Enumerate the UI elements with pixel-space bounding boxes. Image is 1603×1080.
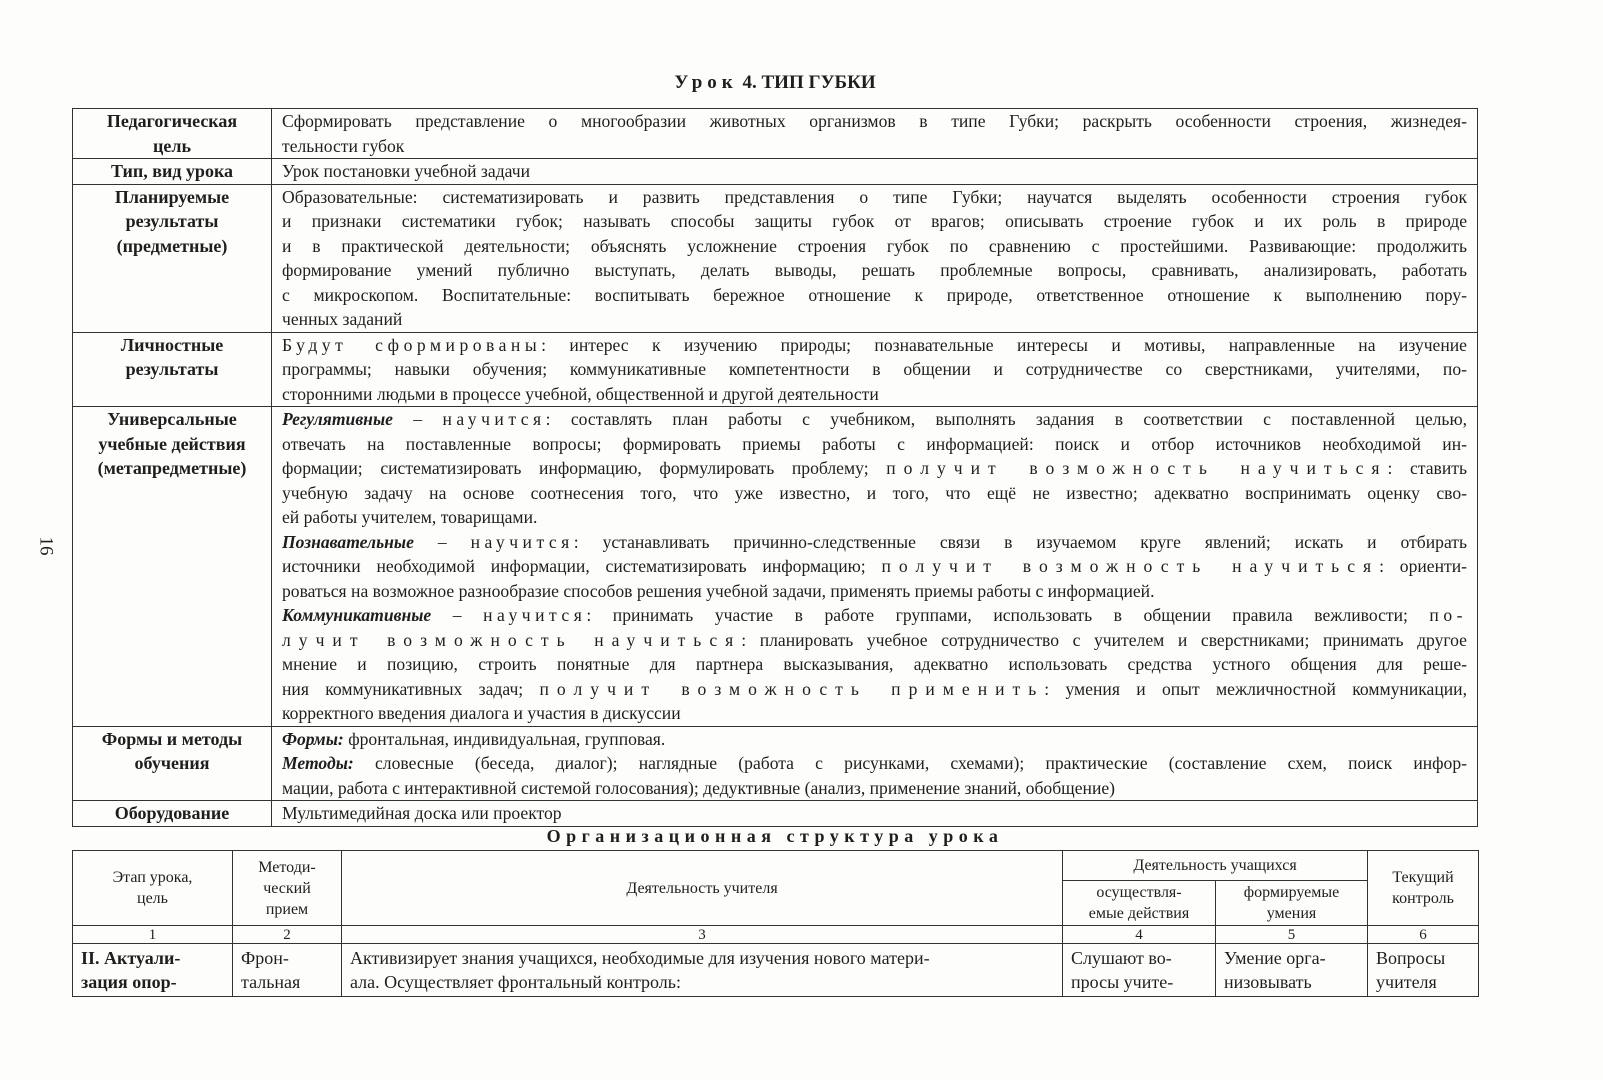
cell-line: Фрон- [241, 948, 289, 968]
cell-line: Слушают во- [1071, 948, 1172, 968]
row-label-line: Педагогическая [106, 111, 238, 131]
cell-line: емые действия [1088, 905, 1190, 922]
text-line: и признаки систематики губок; называть способы защиты губок от врагов; описывать строение губок и их роль в природе [282, 211, 1467, 231]
lesson-structure-table [72, 850, 1479, 997]
cell-line: Активизирует знания учащихся, необходимые для изучения нового матери- [350, 948, 930, 968]
cell-line: Методи- [258, 858, 316, 876]
spaced-text: научится [483, 605, 587, 625]
spaced-text: получит возможность научиться [886, 458, 1388, 478]
text-line: и в практической деятельности; объяснять усложнение строения губок по сравнению с простейшими. Развивающие: продолжить [282, 235, 1467, 256]
column-number: 3 [342, 926, 1063, 944]
row-content [272, 407, 1478, 727]
spaced-text: получит возможность научиться [881, 556, 1380, 576]
text-line: мации, работа с интерактивной системой голосования); дедуктивные (анализ, применение знаний, обобщение) [282, 777, 1116, 798]
cell-line: Этап урока, [112, 869, 193, 886]
cell-line: Вопросы [1376, 948, 1446, 968]
row-label [73, 159, 272, 185]
text-line [282, 727, 1467, 752]
page-number: 16 [35, 536, 57, 556]
cell-line: ческий [263, 879, 311, 897]
text-line: сторонними людьми в процессе учебной, общественной и другой деятельности [282, 383, 879, 404]
cell-line: просы учите- [1071, 972, 1174, 992]
row-content [272, 726, 1478, 801]
row-content [272, 184, 1478, 332]
row-label-line: (метапредметные) [97, 458, 247, 478]
row-label-line: Универсальные [107, 409, 237, 429]
row-label-line: Формы и методы [101, 728, 243, 749]
text-segment: словесные (беседа, диалог); наглядные (работа с рисунками, схемами); практические (составление схем, поиск инфор- [353, 753, 1467, 773]
text-segment: – [392, 409, 443, 429]
text-line: ченных заданий [282, 309, 403, 329]
row-label-line: Личностные [120, 334, 224, 355]
cell-line: учителя [1376, 972, 1437, 992]
spaced-text: лучит возможность научиться [282, 629, 742, 650]
text-segment: – [431, 605, 484, 625]
section-label: Методы: [282, 753, 354, 773]
text-segment: формации; систематизировать информацию, формулировать проблему; [282, 458, 887, 478]
text-line: Сформировать представление о многообразии животных организмов в типе Губки; раскрыть особенности строения, жизнедея- [282, 111, 1467, 131]
cell-line: осуществля- [1096, 884, 1182, 901]
table-row [73, 332, 1478, 407]
text-line [282, 751, 1467, 776]
column-number: 5 [1216, 926, 1368, 944]
text-segment: : устанавливать причинно-следственные связи в изучаемом круге явлений; искать и отбирать [573, 531, 1467, 552]
lesson-title: Урок 4. ТИП ГУБКИ [674, 72, 876, 93]
text-line [282, 677, 1467, 702]
cell-line: ала. Осуществляет фронтальный контроль: [350, 972, 681, 992]
text-segment: : интерес к изучению природы; познавательные интересы и мотивы, направленные на изучение [541, 334, 1467, 355]
section-label: Регулятивные [282, 409, 393, 429]
text-line: ей работы учителем, товарищами. [282, 507, 538, 527]
cell-line: тальная [241, 972, 301, 992]
spaced-text: по- [1429, 605, 1467, 625]
text-segment: : принимать участие в работе группами, использовать в общении правила вежливости; [586, 605, 1430, 625]
text-segment: : ориенти- [1379, 556, 1467, 576]
row-content [272, 332, 1478, 407]
text-segment: : планировать учебное сотрудничество с учителем и сверстниками; принимать другое [741, 629, 1467, 650]
row-content [272, 801, 1478, 827]
header-method [233, 851, 342, 926]
cell-line: умения [1266, 905, 1317, 922]
cell-line: формируемые [1243, 884, 1340, 901]
cell-method [233, 944, 342, 997]
row-label [73, 801, 272, 827]
text-segment: фронтальная, индивидуальная, групповая. [343, 728, 666, 749]
text-segment: источники необходимой информации, систематизировать информацию; [282, 556, 882, 576]
row-label [73, 332, 272, 407]
text-segment: : ставить [1387, 458, 1467, 478]
spaced-text: научится [470, 531, 574, 552]
text-line [282, 530, 1467, 555]
header-control [1368, 851, 1479, 926]
header-skills [1216, 881, 1368, 926]
column-number: 1 [73, 926, 233, 944]
text-line [282, 407, 1467, 432]
cell-line: Деятельность учащихся [1133, 857, 1297, 874]
row-content [272, 109, 1478, 159]
text-segment: : умения и опыт межличностной коммуникации, [1044, 678, 1467, 699]
cell-line: II. Актуали- [81, 948, 181, 968]
text-line: формирование умений публично выступать, делать выводы, решать проблемные вопросы, сравнивать, анализировать, работать [282, 260, 1467, 280]
text-line [282, 333, 1467, 358]
row-label-line: Планируемые [114, 186, 230, 207]
table-row [73, 407, 1478, 727]
section-label: Познавательные [282, 531, 414, 552]
header-actions [1063, 881, 1216, 926]
cell-control [1368, 944, 1479, 997]
text-segment: ния коммуникативных задач; [282, 678, 540, 699]
column-number: 2 [233, 926, 342, 944]
header-students [1063, 851, 1368, 881]
column-number: 4 [1063, 926, 1216, 944]
row-label-line: (предметные) [116, 235, 228, 256]
header-stage [73, 851, 233, 926]
cell-teacher [342, 944, 1063, 997]
text-line: Урок постановки учебной задачи [282, 161, 531, 181]
cell-line: цель [137, 890, 168, 907]
cell-skills [1216, 944, 1368, 997]
cell-line: Умение орга- [1224, 948, 1326, 968]
text-line [282, 456, 1467, 481]
row-label [73, 407, 272, 727]
table-row [73, 109, 1478, 159]
column-number: 6 [1368, 926, 1479, 944]
text-segment: – [413, 531, 471, 552]
text-segment: : составлять план работы с учебником, выполнять задания в соответствии с поставленной целью, [545, 409, 1467, 429]
text-line: Мультимедийная доска или проектор [282, 803, 562, 823]
text-line [282, 628, 1467, 653]
section-label: Формы: [282, 728, 344, 749]
text-line: тельности губок [282, 135, 405, 156]
table-row [73, 726, 1478, 801]
structure-title: Организационная структура урока [546, 826, 1004, 846]
text-line [282, 603, 1467, 628]
table-row [73, 184, 1478, 332]
table-row [73, 159, 1478, 185]
cell-line: Текущий [1392, 869, 1454, 886]
cell-line: Деятельность учителя [626, 879, 778, 897]
row-label [73, 109, 272, 159]
text-line: учебную задачу на основе соотнесения того, что уже известно, и того, что ещё не известно; адекватно воспринимать оценку сво- [282, 482, 1467, 503]
text-line: отвечать на поставленные вопросы; формировать приемы работы с информацией: поиск и отбор источников необходимой ин- [282, 433, 1467, 454]
spaced-text: научится [442, 409, 546, 429]
row-label-line: обучения [134, 753, 210, 773]
text-line: роваться на возможное разнообразие способов решения учебной задачи, применять приемы работы с информацией. [282, 580, 1155, 601]
table-row [73, 801, 1478, 827]
cell-line: зация опор- [81, 972, 177, 992]
cell-actions [1063, 944, 1216, 997]
header-teacher [342, 851, 1063, 926]
row-label-line: Оборудование [114, 803, 230, 823]
text-line: мнение и позицию, строить понятные для партнера высказывания, адекватно использовать средства устного общения для реше- [282, 654, 1467, 674]
row-label-line: результаты [125, 211, 219, 231]
row-label-line: цель [153, 135, 191, 156]
lesson-plan-table [72, 108, 1478, 827]
row-label-line: результаты [125, 359, 219, 379]
cell-line: низовывать [1224, 972, 1312, 992]
text-line: программы; навыки обучения; коммуникативные компетентности в общении и сотрудничестве со сверстниками, учителями, по- [282, 359, 1467, 379]
spaced-text: получит возможность применить [539, 678, 1045, 699]
text-line: Образовательные: систематизировать и развить представления о типе Губки; научатся выделять особенности строения губок [282, 186, 1467, 207]
section-label: Коммуникативные [282, 605, 432, 625]
text-line: с микроскопом. Воспитательные: воспитывать бережное отношение к природе, ответственное отношение к выполнению пору- [282, 284, 1467, 305]
cell-line: контроль [1392, 890, 1454, 907]
row-label [73, 726, 272, 801]
row-label [73, 184, 272, 332]
cell-stage [73, 944, 233, 997]
row-label-line: Тип, вид урока [110, 161, 234, 181]
row-content [272, 159, 1478, 185]
text-line: корректного введения диалога и участия в дискуссии [282, 703, 681, 723]
cell-line: прием [265, 900, 309, 918]
row-label-line: учебные действия [98, 433, 246, 454]
spaced-text: Будут сформированы [282, 334, 542, 355]
text-line [282, 554, 1467, 579]
